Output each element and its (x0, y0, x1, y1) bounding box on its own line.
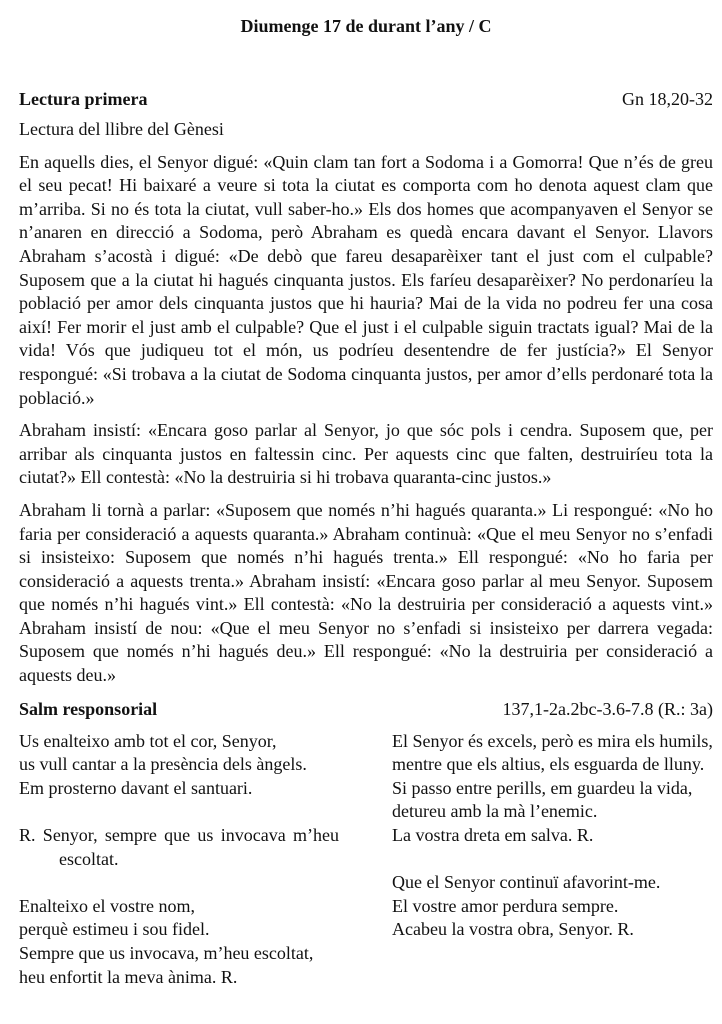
page-title: Diumenge 17 de durant l’any / C (240, 16, 492, 36)
psalm-right-column (392, 730, 713, 990)
psalm-header (19, 697, 713, 721)
first-reading-header (19, 87, 713, 111)
psalm-line: La vostra dreta em salva. R. (392, 825, 594, 846)
psalm-line: Enalteixo el vostre nom, (19, 895, 195, 916)
psalm-line: El vostre amor perdura sempre. (392, 895, 619, 916)
psalm-line: perquè estimeu i sou fidel. (19, 919, 210, 940)
psalm-reference: 137,1-2a.2bc-3.6-7.8 (R.: 3a) (502, 698, 713, 719)
reading-paragraph-2: Abraham insistí: «Encara goso parlar al Senyor, jo que sóc pols i cendra. Suposem que, per arribar als cinquanta justos en faltessin cinc. Per aquests cinc que falten, destruiríeu tota la ciutat?» Ell contestà: «No la destruiria si hi trobava quaranta-cinc justos.» (19, 420, 713, 488)
psalm-line: Sempre que us invocava, m’heu escoltat, (19, 943, 314, 963)
reading-paragraph-1: En aquells dies, el Senyor digué: «Quin clam tan fort a Sodoma i a Gomorra! Que n’és de greu el seu pecat! Hi baixaré a veure si tota la ciutat es comporta com ho denota aquest clam que m’arriba. Si no és tota la ciutat, vull saber-ho.» Els dos homes que acompanyaven el Senyor se n’anaren en direcció a Sodoma, però Abraham es quedà encara davant el Senyor. Llavors Abraham s’acostà i digué: «De debò que fareu desaparèixer tant el just com el culpable? Suposem que a la ciutat hi hagués cinquanta justos. Els faríeu desaparèixer? No perdonaríeu la població per amor dels cinquanta justos que hi hauria? Mai de la vida no podreu fer una cosa així! Fer morir el just amb el culpable? Que el just i el culpable siguin tractats igual? Mai de la vida! Vós que judiqueu tot el món, us podríeu desentendre de fer justícia?» El Senyor respongué: «Si trobava a la ciutat de Sodoma cinquanta justos, per amor d’ells perdonaré tota la població.» (19, 151, 713, 408)
psalm-line: Si passo entre perills, em guardeu la vida, (392, 777, 693, 798)
psalm-line: Us enalteixo amb tot el cor, Senyor, (19, 730, 277, 751)
psalm-line: us vull cantar a la presència dels àngels. (19, 754, 307, 775)
psalm-line: Que el Senyor continuï afavorint-me. (392, 872, 661, 893)
psalm-line: El Senyor és excels, però es mira els humils, (392, 730, 713, 751)
psalm-line: heu enfortit la meva ànima. R. (19, 966, 238, 987)
psalm-line: Em prosterno davant el santuari. (19, 777, 253, 798)
psalm-response: R. Senyor, sempre que us invocava m’heu escoltat. (19, 825, 339, 869)
psalm-heading: Salm responsorial (19, 698, 158, 719)
psalm-line: Acabeu la vostra obra, Senyor. R. (392, 919, 634, 940)
first-reading-reference: Gn 18,20-32 (622, 89, 713, 109)
reading-book-title: Lectura del llibre del Gènesi (19, 119, 224, 139)
reading-paragraph-3: Abraham li tornà a parlar: «Suposem que només n’hi hagués quaranta.» Li respongué: «No ho faria per consideració a aquests quaranta.» Abraham continuà: «Que el meu Senyor no s’enfadi si insisteixo: Suposem que només n’hi hagués trenta.» Ell respongué: «No ho faria per consideració a aquests trenta.» Abraham insistí: «Encara goso parlar al meu Senyor. Suposem que només n’hi hagués vint.» Ell contestà: «No la destruiria per consideració a aquests vint.» Abraham insistí de nou: «Que el meu Senyor no s’enfadi si insisteixo per darrera vegada: Suposem que només n’hi hagués deu.» Ell respongué: «No la destruiria per consideració a aquests deu.» (19, 499, 713, 686)
psalm-line: detureu amb la mà l’enemic. (392, 801, 598, 822)
psalm-body (19, 730, 713, 990)
psalm-line: mentre que els altius, els esguarda de lluny. (392, 754, 705, 775)
first-reading-heading: Lectura primera (19, 89, 148, 109)
psalm-left-column (19, 730, 339, 990)
